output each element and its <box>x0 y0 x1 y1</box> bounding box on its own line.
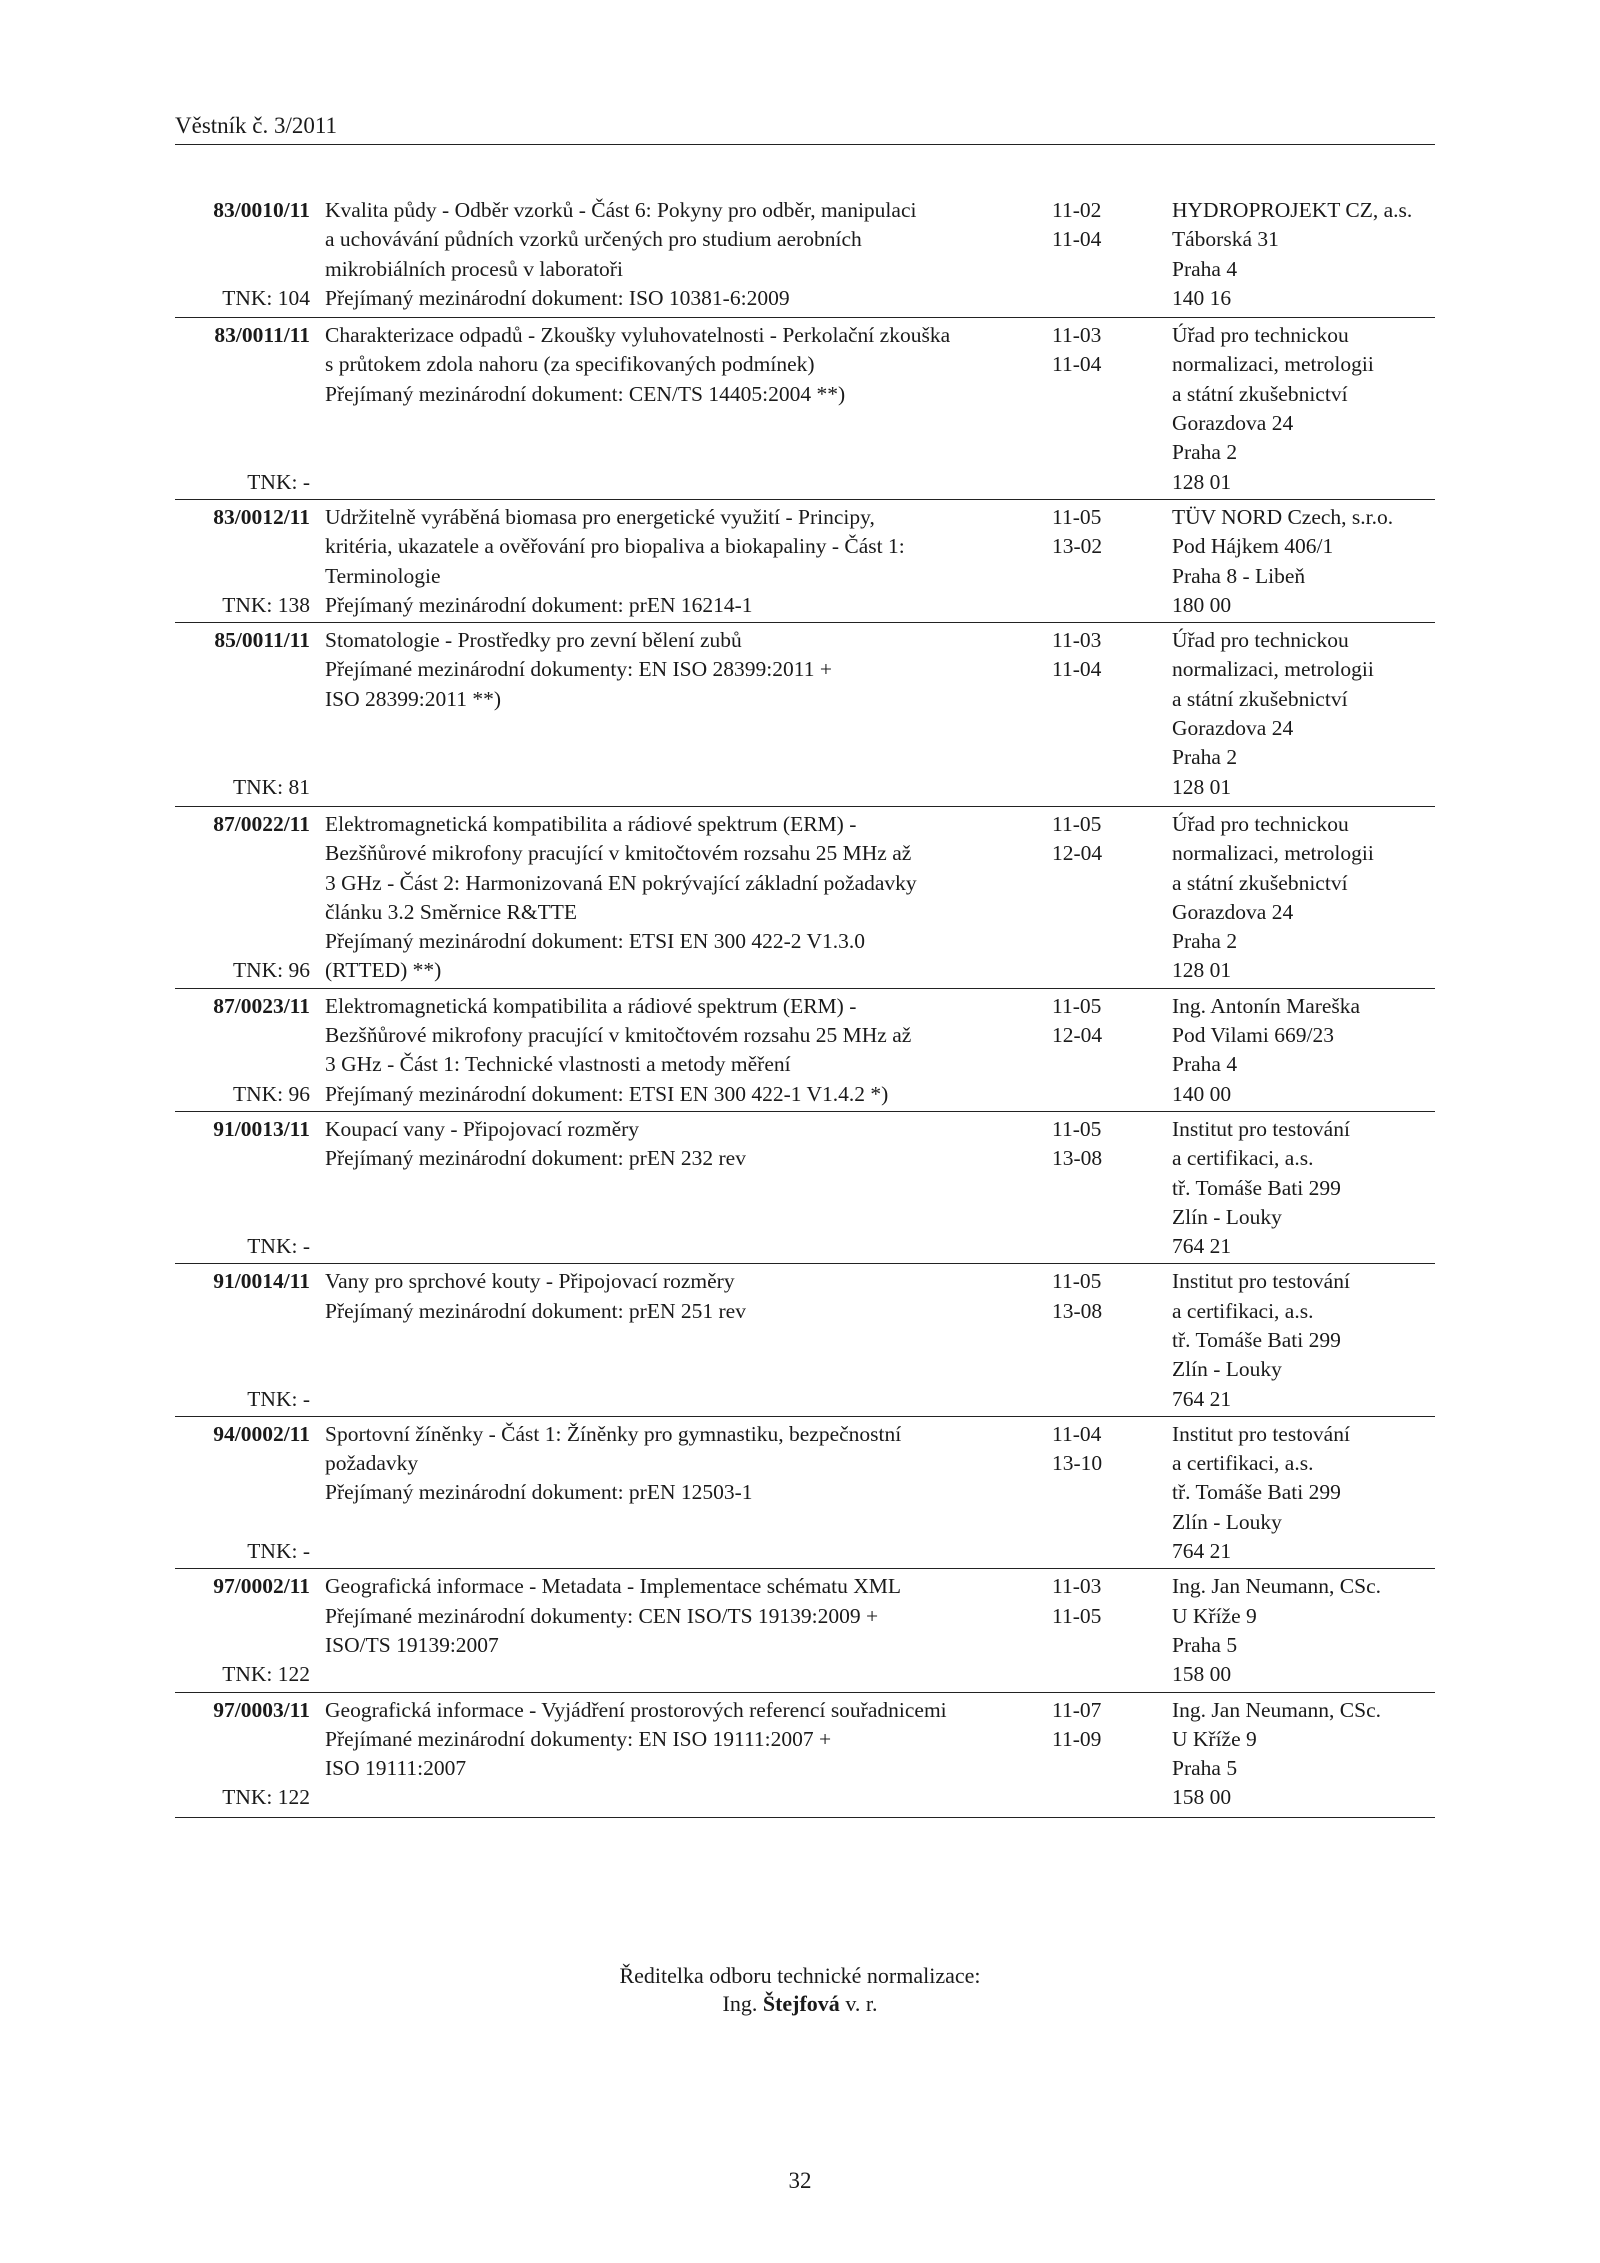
entry-code: 11-05 <box>1052 504 1102 529</box>
entry-title-line: mikrobiálních procesů v laboratoři <box>325 256 623 281</box>
entry-address-line: 764 21 <box>1172 1234 1232 1259</box>
entry-address-cell <box>1172 196 1435 313</box>
entry-title-line: Přejímané mezinárodní dokumenty: EN ISO 19111:2007 + <box>325 1726 832 1751</box>
entry-title-line: Sportovní žíněnky - Část 1: Žíněnky pro gymnastiku, bezpečnostní <box>325 1421 902 1446</box>
entry-code: 11-02 <box>1052 198 1102 222</box>
entry-address-line: 140 00 <box>1172 1081 1232 1106</box>
entry-address-line: normalizaci, metrologii <box>1172 352 1374 377</box>
entry-title-line: Přejímaný mezinárodní dokument: ISO 10381-6:2009 <box>325 285 790 310</box>
entry-address-line: Gorazdova 24 <box>1172 899 1294 924</box>
entry-code: 11-07 <box>1052 1697 1102 1722</box>
entry-id: 91/0014/11 <box>213 1269 310 1294</box>
entry-address-line: Ing. Jan Neumann, CSc. <box>1172 1697 1381 1722</box>
entry-code: 13-02 <box>1052 534 1103 559</box>
entry-code: 13-08 <box>1052 1298 1103 1323</box>
page-number: 32 <box>788 2168 812 2193</box>
entry-title-line: požadavky <box>325 1451 419 1476</box>
entry-id-cell <box>175 321 310 497</box>
signature-prefix: Ing. <box>722 1991 758 2016</box>
entry-title-cell <box>325 1696 1052 1813</box>
entry-address-cell <box>1172 321 1435 497</box>
entry-address-line: 140 16 <box>1172 285 1232 310</box>
entry-address-line: 128 01 <box>1172 958 1232 983</box>
entry-tnk: TNK: 81 <box>232 774 310 799</box>
entry-tnk: TNK: - <box>247 1234 310 1259</box>
entry-code: 11-05 <box>1052 811 1102 836</box>
entry-title-cell <box>325 1420 1052 1566</box>
entry-title-line: Kvalita půdy - Odběr vzorků - Část 6: Pokyny pro odběr, manipulaci <box>325 198 917 222</box>
standards-table <box>175 196 1435 1818</box>
entry-address-line: Zlín - Louky <box>1172 1509 1282 1534</box>
entry-address-line: Úřad pro technickou <box>1172 628 1349 653</box>
table-row <box>175 992 1435 1112</box>
entry-id-cell <box>175 196 310 313</box>
entry-title-cell <box>325 626 1052 802</box>
table-row <box>175 1420 1435 1569</box>
entry-address-line: tř. Tomáše Bati 299 <box>1172 1175 1341 1200</box>
entry-id: 87/0022/11 <box>213 811 310 836</box>
entry-title-line: Terminologie <box>325 563 441 588</box>
entry-title-cell <box>325 196 1052 313</box>
signature-title: Ředitelka odboru technické normalizace: <box>619 1963 981 1988</box>
entry-code: 11-03 <box>1052 1574 1102 1599</box>
entry-codes-cell <box>1052 321 1172 497</box>
entry-address-cell <box>1172 503 1435 620</box>
entry-address-line: 158 00 <box>1172 1662 1232 1687</box>
entry-address-line: normalizaci, metrologii <box>1172 841 1374 866</box>
entry-title-cell <box>325 321 1052 497</box>
entry-code: 12-04 <box>1052 841 1103 866</box>
table-row <box>175 1696 1435 1818</box>
entry-tnk: TNK: 96 <box>232 1081 310 1106</box>
entry-title-line: ISO/TS 19139:2007 <box>325 1632 499 1657</box>
entry-address-line: Táborská 31 <box>1172 227 1279 252</box>
entry-title-cell <box>325 503 1052 620</box>
entry-title-line: Bezšňůrové mikrofony pracující v kmitočtovém rozsahu 25 MHz až <box>325 841 912 866</box>
entry-address-line: 180 00 <box>1172 592 1232 617</box>
entry-code: 11-04 <box>1052 1421 1102 1446</box>
entry-address-line: Praha 2 <box>1172 745 1238 770</box>
entry-address-line: U Kříže 9 <box>1172 1726 1257 1751</box>
entry-address-line: tř. Tomáše Bati 299 <box>1172 1327 1341 1352</box>
entry-codes-cell <box>1052 626 1172 802</box>
entry-code: 11-05 <box>1052 1116 1102 1141</box>
entry-title-line: 3 GHz - Část 1: Technické vlastnosti a metody měření <box>325 1052 791 1077</box>
entry-codes-cell <box>1052 196 1172 313</box>
entry-address-line: Praha 5 <box>1172 1756 1238 1781</box>
table-row <box>175 626 1435 807</box>
entry-address-cell <box>1172 992 1435 1109</box>
entry-address-line: Úřad pro technickou <box>1172 811 1349 836</box>
entry-address-line: Úřad pro technickou <box>1172 323 1349 348</box>
entry-address-cell <box>1172 1267 1435 1413</box>
entry-tnk: TNK: 122 <box>222 1785 310 1810</box>
table-row <box>175 810 1435 989</box>
entry-tnk: TNK: - <box>247 1386 310 1411</box>
entry-title-line: Bezšňůrové mikrofony pracující v kmitočtovém rozsahu 25 MHz až <box>325 1023 912 1048</box>
entry-code: 11-05 <box>1052 1603 1102 1628</box>
entry-title-line: 3 GHz - Část 2: Harmonizovaná EN pokrývající základní požadavky <box>325 870 917 895</box>
entry-address-line: Ing. Antonín Mareška <box>1172 993 1361 1018</box>
entry-codes-cell <box>1052 810 1172 986</box>
entry-address-line: 158 00 <box>1172 1785 1232 1810</box>
entry-codes-cell <box>1052 1420 1172 1566</box>
entry-code: 11-05 <box>1052 1269 1102 1294</box>
entry-address-line: Praha 4 <box>1172 1052 1238 1077</box>
entry-id-cell <box>175 503 310 620</box>
entry-code: 11-03 <box>1052 323 1102 348</box>
entry-title-line: s průtokem zdola nahoru (za specifikovaných podmínek) <box>325 352 815 377</box>
entry-address-line: Praha 4 <box>1172 256 1238 281</box>
signature-suffix: v. r. <box>845 1991 878 2016</box>
entry-address-cell <box>1172 1420 1435 1566</box>
entry-tnk: TNK: 122 <box>222 1662 310 1687</box>
entry-address-line: 764 21 <box>1172 1539 1232 1564</box>
entry-address-line: 128 01 <box>1172 774 1232 799</box>
entry-title-line: Elektromagnetická kompatibilita a rádiové spektrum (ERM) - <box>325 811 857 836</box>
entry-address-line: Praha 2 <box>1172 929 1238 954</box>
entry-id: 94/0002/11 <box>213 1421 310 1446</box>
entry-address-line: Zlín - Louky <box>1172 1357 1282 1382</box>
entry-address-line: a certifikaci, a.s. <box>1172 1146 1314 1171</box>
entry-address-line: Pod Vilami 669/23 <box>1172 1023 1334 1048</box>
journal-header: Věstník č. 3/2011 <box>175 113 338 138</box>
table-row <box>175 1115 1435 1264</box>
entry-address-line: TÜV NORD Czech, s.r.o. <box>1172 504 1394 529</box>
entry-address-line: a certifikaci, a.s. <box>1172 1298 1314 1323</box>
table-row <box>175 1572 1435 1692</box>
entry-title-line: a uchovávání půdních vzorků určených pro studium aerobních <box>325 227 862 252</box>
entry-code: 11-04 <box>1052 227 1102 252</box>
entry-title-line: ISO 19111:2007 <box>325 1756 467 1781</box>
entry-codes-cell <box>1052 1696 1172 1813</box>
entry-address-line: tř. Tomáše Bati 299 <box>1172 1480 1341 1505</box>
entry-id: 83/0012/11 <box>213 504 310 529</box>
entry-title-line: Přejímaný mezinárodní dokument: prEN 251 rev <box>325 1298 746 1323</box>
entry-id-cell <box>175 626 310 802</box>
signature-name-line <box>0 1990 1600 2018</box>
entry-code: 11-04 <box>1052 657 1102 682</box>
entry-codes-cell <box>1052 992 1172 1109</box>
entry-id-cell <box>175 1115 310 1261</box>
entry-title-line: Přejímané mezinárodní dokumenty: EN ISO 28399:2011 + <box>325 657 832 682</box>
entry-address-line: Praha 2 <box>1172 440 1238 465</box>
entry-codes-cell <box>1052 503 1172 620</box>
entry-title-cell <box>325 1115 1052 1261</box>
entry-id-cell <box>175 1572 310 1689</box>
entry-id-cell <box>175 810 310 986</box>
entry-address-cell <box>1172 626 1435 802</box>
table-row <box>175 1267 1435 1416</box>
entry-code: 11-05 <box>1052 993 1102 1018</box>
entry-address-line: Institut pro testování <box>1172 1116 1350 1141</box>
entry-address-line: Praha 5 <box>1172 1632 1238 1657</box>
entry-address-line: a státní zkušebnictví <box>1172 686 1348 711</box>
entry-code: 13-10 <box>1052 1451 1103 1476</box>
signature-name: Štejfová <box>762 1991 840 2016</box>
entry-codes-cell <box>1052 1572 1172 1689</box>
entry-id-cell <box>175 1696 310 1813</box>
entry-title-line: Geografická informace - Metadata - Implementace schématu XML <box>325 1574 902 1599</box>
entry-title-line: Přejímaný mezinárodní dokument: CEN/TS 14405:2004 **) <box>325 381 846 406</box>
entry-address-line: Institut pro testování <box>1172 1421 1350 1446</box>
entry-address-line: 128 01 <box>1172 469 1232 494</box>
entry-id: 97/0002/11 <box>213 1574 310 1599</box>
entry-address-cell <box>1172 1696 1435 1813</box>
entry-title-cell <box>325 992 1052 1109</box>
entry-address-line: Pod Hájkem 406/1 <box>1172 534 1334 559</box>
entry-code: 11-09 <box>1052 1726 1102 1751</box>
entry-id-cell <box>175 1267 310 1413</box>
entry-codes-cell <box>1052 1267 1172 1413</box>
entry-title-line: Charakterizace odpadů - Zkoušky vyluhovatelnosti - Perkolační zkouška <box>325 323 951 348</box>
entry-tnk: TNK: - <box>247 469 310 494</box>
entry-title-line: článku 3.2 Směrnice R&TTE <box>325 899 577 924</box>
entry-tnk: TNK: 96 <box>232 958 310 983</box>
entry-title-line: ISO 28399:2011 **) <box>325 686 501 711</box>
entry-address-line: a certifikaci, a.s. <box>1172 1451 1314 1476</box>
entry-address-line: Gorazdova 24 <box>1172 411 1294 436</box>
entry-address-line: Institut pro testování <box>1172 1269 1350 1294</box>
entry-tnk: TNK: - <box>247 1539 310 1564</box>
entry-id: 83/0010/11 <box>213 198 310 222</box>
entry-address-cell <box>1172 1572 1435 1689</box>
entry-id: 83/0011/11 <box>214 323 310 348</box>
entry-address-line: Praha 8 - Libeň <box>1172 563 1306 588</box>
entry-id-cell <box>175 992 310 1109</box>
entry-title-line: Přejímaný mezinárodní dokument: prEN 232 rev <box>325 1146 746 1171</box>
entry-title-line: Koupací vany - Připojovací rozměry <box>325 1116 640 1141</box>
entry-address-line: HYDROPROJEKT CZ, a.s. <box>1172 198 1413 222</box>
entry-title-line: Elektromagnetická kompatibilita a rádiové spektrum (ERM) - <box>325 993 857 1018</box>
signature-block <box>0 1962 1600 2018</box>
entry-title-line: Přejímaný mezinárodní dokument: ETSI EN 300 422-1 V1.4.2 *) <box>325 1081 889 1106</box>
entry-title-line: (RTTED) **) <box>325 958 442 983</box>
table-row <box>175 321 1435 500</box>
entry-title-cell <box>325 810 1052 986</box>
entry-title-line: Geografická informace - Vyjádření prostorových referencí souřadnicemi <box>325 1697 947 1722</box>
table-row <box>175 503 1435 623</box>
entry-title-cell <box>325 1572 1052 1689</box>
entry-address-line: Zlín - Louky <box>1172 1204 1282 1229</box>
entry-title-line: Přejímaný mezinárodní dokument: ETSI EN 300 422-2 V1.3.0 <box>325 929 866 954</box>
entry-code: 11-03 <box>1052 628 1102 653</box>
entry-codes-cell <box>1052 1115 1172 1261</box>
entry-tnk: TNK: 138 <box>222 592 310 617</box>
entry-id: 87/0023/11 <box>213 993 310 1018</box>
entry-title-line: Vany pro sprchové kouty - Připojovací rozměry <box>325 1269 735 1294</box>
entry-id: 91/0013/11 <box>213 1116 310 1141</box>
entry-title-line: kritéria, ukazatele a ověřování pro biopaliva a biokapaliny - Část 1: <box>325 534 905 559</box>
entry-code: 12-04 <box>1052 1023 1103 1048</box>
entry-title-cell <box>325 1267 1052 1413</box>
entry-title-line: Udržitelně vyráběná biomasa pro energetické využití - Principy, <box>325 504 875 529</box>
entry-address-line: Ing. Jan Neumann, CSc. <box>1172 1574 1381 1599</box>
entry-id-cell <box>175 1420 310 1566</box>
entry-id: 85/0011/11 <box>214 628 310 653</box>
entry-title-line: Přejímané mezinárodní dokumenty: CEN ISO/TS 19139:2009 + <box>325 1603 879 1628</box>
entry-address-line: Gorazdova 24 <box>1172 716 1294 741</box>
entry-address-line: a státní zkušebnictví <box>1172 381 1348 406</box>
entry-code: 11-04 <box>1052 352 1102 377</box>
entry-address-line: U Kříže 9 <box>1172 1603 1257 1628</box>
entry-address-line: 764 21 <box>1172 1386 1232 1411</box>
entry-title-line: Přejímaný mezinárodní dokument: prEN 12503-1 <box>325 1480 753 1505</box>
entry-code: 13-08 <box>1052 1146 1103 1171</box>
entry-address-cell <box>1172 1115 1435 1261</box>
entry-tnk: TNK: 104 <box>222 285 310 310</box>
table-row <box>175 196 1435 318</box>
header-rule <box>175 144 1435 145</box>
entry-id: 97/0003/11 <box>213 1697 310 1722</box>
entry-address-line: normalizaci, metrologii <box>1172 657 1374 682</box>
entry-address-line: a státní zkušebnictví <box>1172 870 1348 895</box>
entry-address-cell <box>1172 810 1435 986</box>
entry-title-line: Stomatologie - Prostředky pro zevní bělení zubů <box>325 628 742 653</box>
entry-title-line: Přejímaný mezinárodní dokument: prEN 16214-1 <box>325 592 753 617</box>
